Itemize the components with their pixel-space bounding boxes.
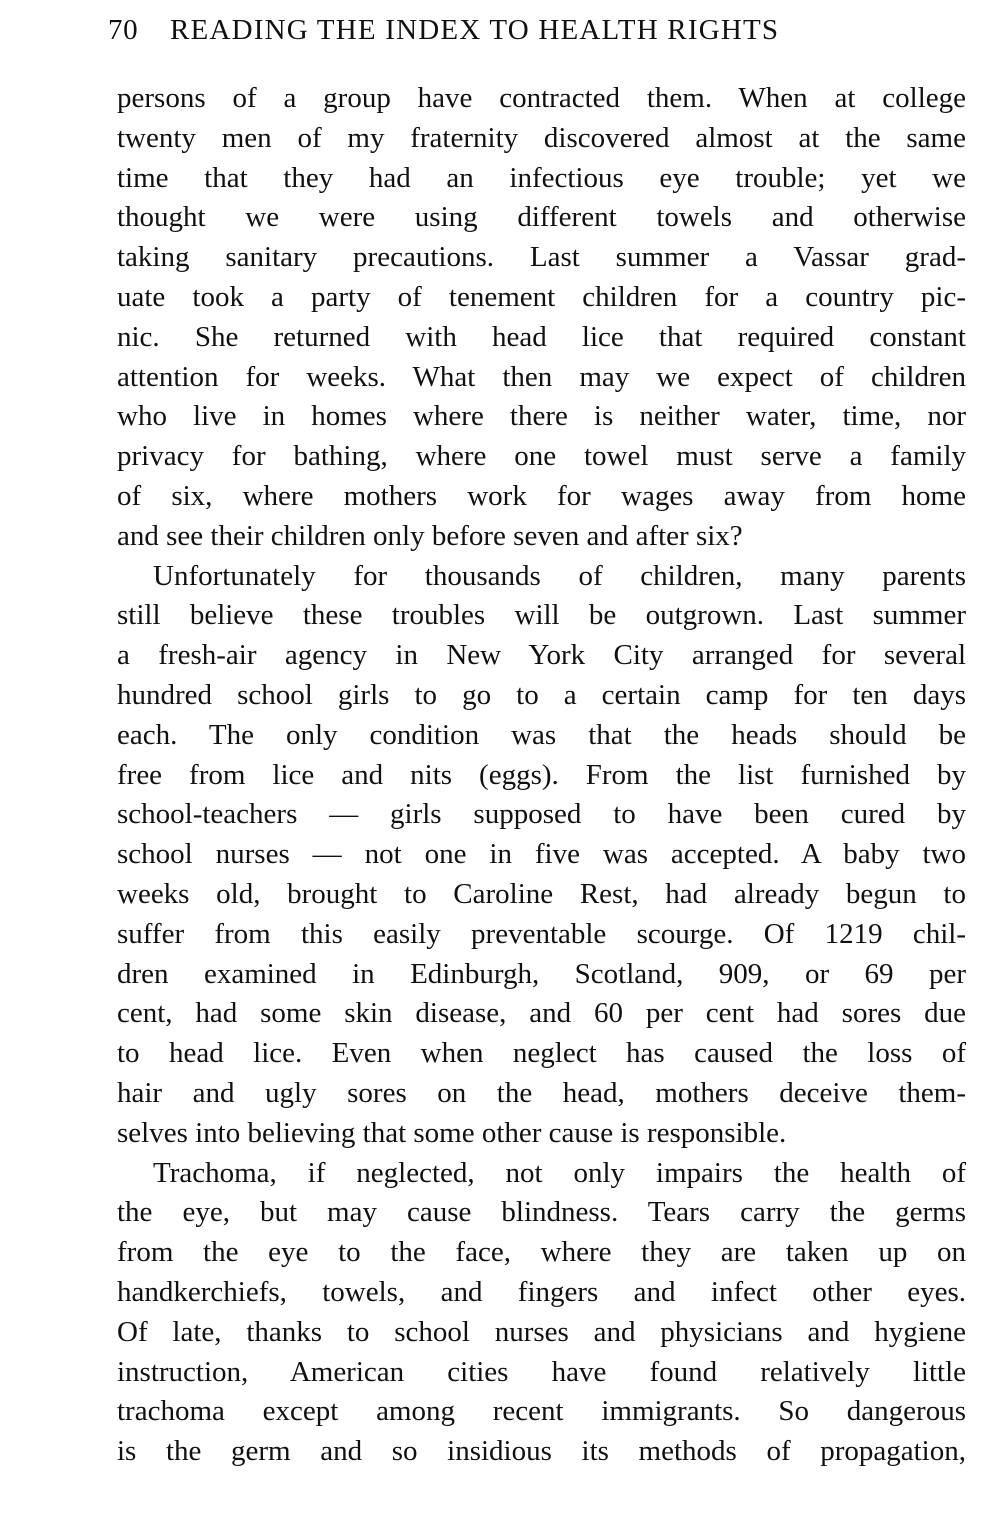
text-line: still believe these troubles will be outgrown. Last summer [117, 599, 966, 632]
text-line: cent, had some skin disease, and 60 per cent had sores due [117, 997, 966, 1030]
text-line: instruction, American cities have found relatively little [117, 1355, 966, 1388]
text-line: Unfortunately for thousands of children, many parents [153, 559, 966, 592]
text-line: Of late, thanks to school nurses and physicians and hygiene [117, 1315, 966, 1348]
text-line: uate took a party of tenement children for a country pic- [117, 280, 966, 313]
text-line: free from lice and nits (eggs). From the list furnished by [117, 758, 966, 791]
text-line: handkerchiefs, towels, and fingers and infect other eyes. [117, 1275, 966, 1308]
paragraph-3 [117, 1154, 966, 1472]
text-line: attention for weeks. What then may we expect of children [117, 360, 966, 393]
text-line: and see their children only before seven and after six? [117, 519, 743, 552]
text-line: selves into believing that some other cause is responsible. [117, 1116, 787, 1149]
text-line: privacy for bathing, where one towel must serve a family [117, 440, 966, 473]
text-line: school-teachers — girls supposed to have been cured by [117, 798, 966, 831]
text-line: persons of a group have contracted them. When at college [117, 82, 966, 114]
body-text [117, 79, 966, 1472]
text-line: from the eye to the face, where they are taken up on [117, 1236, 966, 1269]
text-line: each. The only condition was that the heads should be [117, 718, 966, 751]
text-line: to head lice. Even when neglect has caused the loss of [117, 1037, 966, 1070]
text-line: trachoma except among recent immigrants. So dangerous [117, 1395, 966, 1428]
text-line: school nurses — not one in five was accepted. A baby two [117, 838, 966, 871]
text-line: thought we were using different towels and otherwise [117, 201, 966, 234]
text-line: suffer from this easily preventable scourge. Of 1219 chil- [117, 917, 966, 950]
text-line: is the germ and so insidious its methods of propagation, [117, 1435, 966, 1468]
text-line: Trachoma, if neglected, not only impairs the health of [153, 1156, 966, 1189]
text-line: nic. She returned with head lice that required constant [117, 320, 966, 353]
paragraph-1 [117, 79, 966, 557]
text-line: who live in homes where there is neither water, time, nor [117, 400, 966, 433]
text-line: hundred school girls to go to a certain camp for ten days [117, 678, 966, 711]
text-line: a fresh-air agency in New York City arranged for several [117, 639, 966, 672]
paragraph-2 [117, 557, 966, 1154]
running-title: READING THE INDEX TO HEALTH RIGHTS [170, 14, 780, 46]
text-line: twenty men of my fraternity discovered almost at the same [117, 121, 966, 154]
page-number: 70 [108, 14, 139, 46]
text-line: dren examined in Edinburgh, Scotland, 909, or 69 per [117, 957, 966, 990]
text-line: the eye, but may cause blindness. Tears carry the germs [117, 1196, 966, 1229]
text-line: hair and ugly sores on the head, mothers deceive them- [117, 1076, 966, 1109]
text-line: weeks old, brought to Caroline Rest, had already begun to [117, 877, 966, 910]
text-line: time that they had an infectious eye trouble; yet we [117, 161, 966, 194]
text-line: of six, where mothers work for wages away from home [117, 479, 966, 512]
text-line: taking sanitary precautions. Last summer a Vassar grad- [117, 241, 966, 274]
running-head [108, 14, 968, 54]
